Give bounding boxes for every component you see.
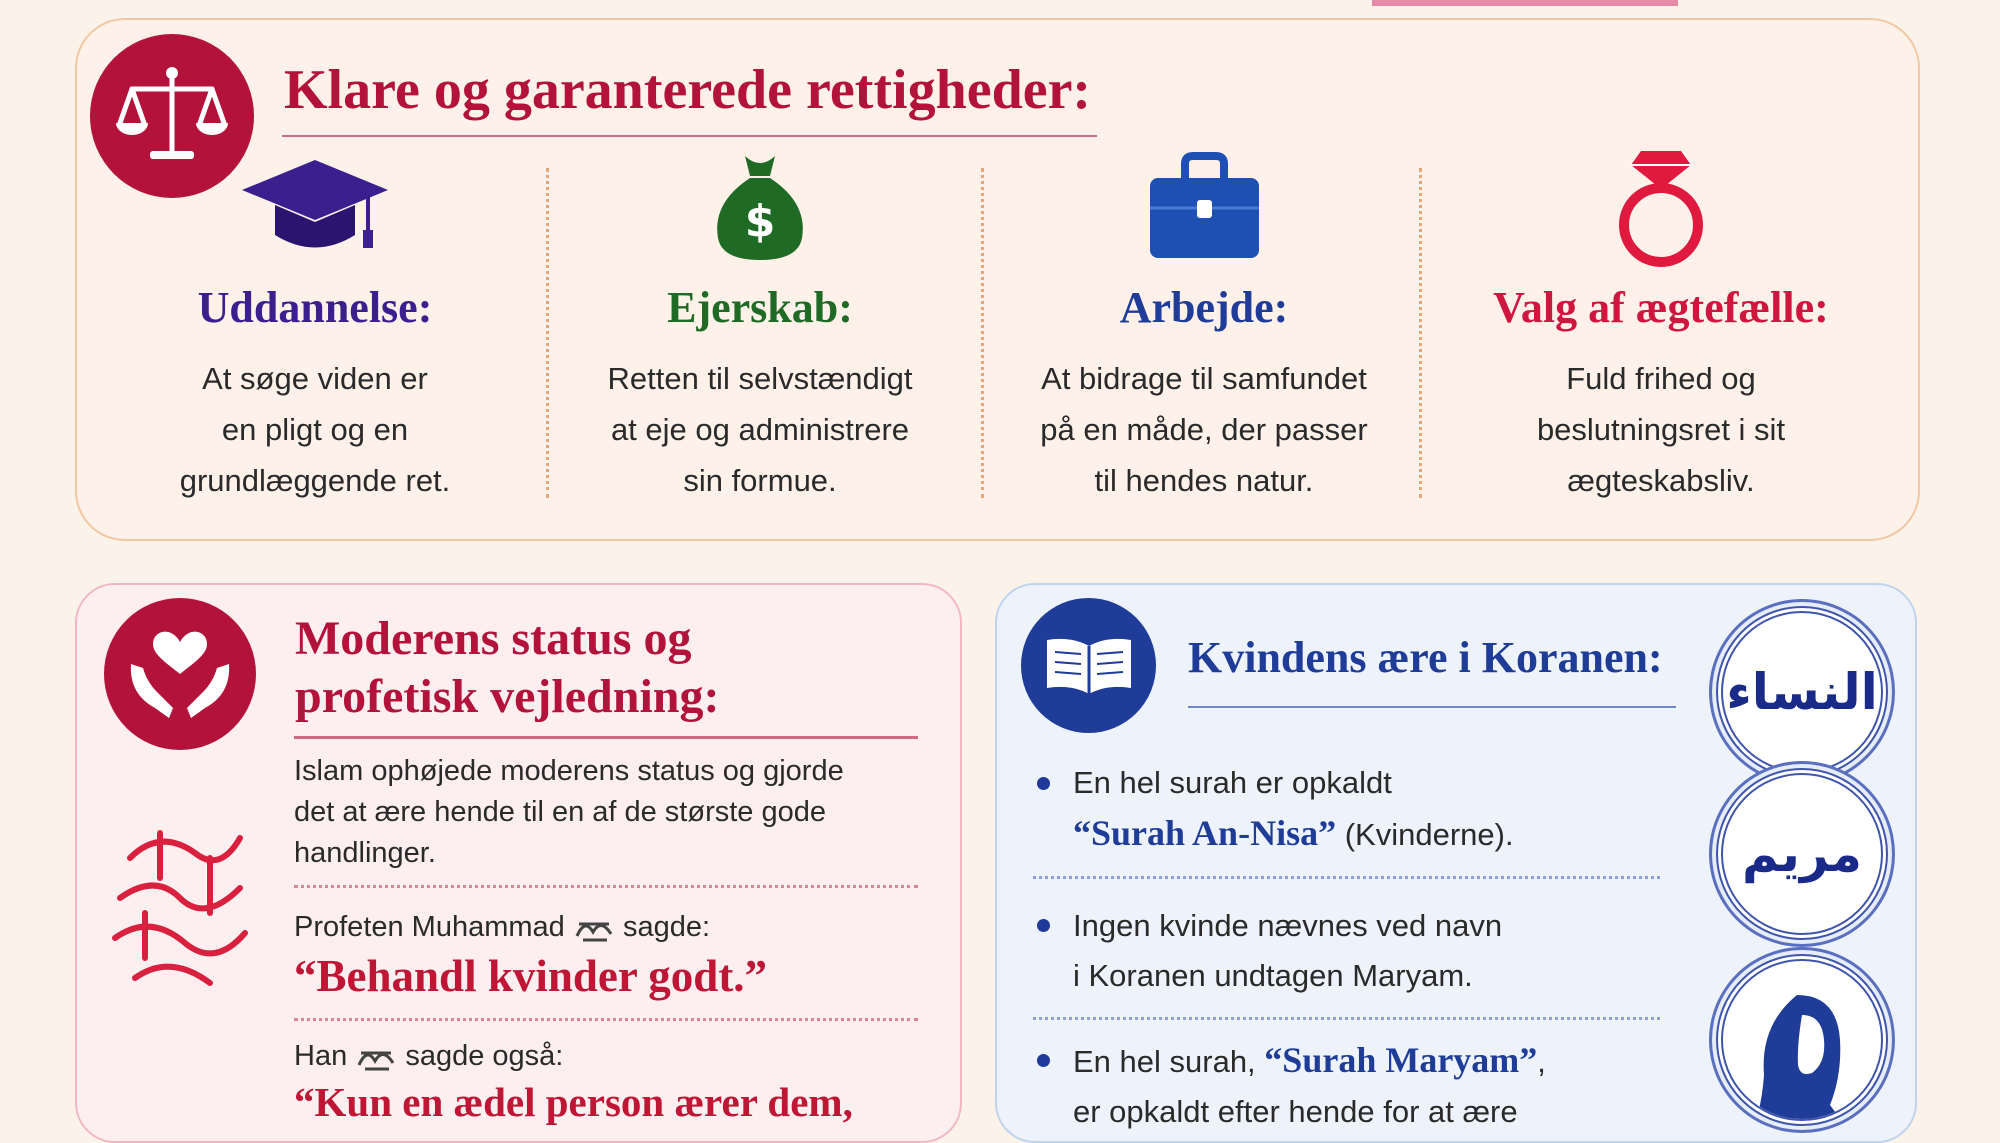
he-said-suffix: sagde også: bbox=[405, 1040, 564, 1072]
veiled-woman-silhouette-icon bbox=[1742, 985, 1862, 1126]
briefcase-icon bbox=[1147, 148, 1262, 263]
rights-title: Klare og garanterede rettigheder: bbox=[284, 59, 1092, 121]
work-text-line: til hendes natur. bbox=[1094, 463, 1314, 498]
mother-title-line: Moderens status og bbox=[295, 612, 692, 665]
rights-title-underline bbox=[282, 135, 1097, 137]
rights-column-education bbox=[95, 140, 535, 506]
quran-item-2 bbox=[1073, 901, 1502, 1001]
education-heading: Uddannelse: bbox=[197, 283, 433, 332]
hadith-quote-1: “Behandl kvinder godt.” bbox=[294, 951, 768, 1001]
salutation-glyph-icon bbox=[355, 1041, 397, 1073]
quran-dotted-divider bbox=[1033, 1017, 1660, 1020]
bullet-point bbox=[1037, 1054, 1050, 1067]
quran-dotted-divider bbox=[1033, 876, 1660, 879]
an-nisa-medallion bbox=[1716, 606, 1888, 778]
diamond-ring-icon bbox=[1611, 143, 1711, 268]
work-text-line: på en måde, der passer bbox=[1040, 412, 1368, 447]
ownership-text-line: at eje og administrere bbox=[610, 412, 910, 447]
ownership-text-line: sin formue. bbox=[683, 463, 837, 498]
maryam-arabic-text: مريم bbox=[1741, 825, 1863, 883]
rights-column-spouse-choice bbox=[1441, 140, 1881, 506]
surah-an-nisa-highlight: “Surah An-Nisa” bbox=[1073, 813, 1337, 853]
mother-intro-text bbox=[294, 751, 844, 874]
maryam-medallion bbox=[1716, 768, 1888, 940]
quran-item-text: , bbox=[1537, 1044, 1546, 1079]
spouse-choice-text-line: ægteskabsliv. bbox=[1567, 463, 1755, 498]
work-heading: Arbejde: bbox=[1119, 283, 1289, 332]
hadith-quote-2: “Kun en ædel person ærer dem, bbox=[294, 1079, 853, 1125]
education-text-line: At søge viden er bbox=[202, 361, 428, 396]
quran-item-1 bbox=[1073, 758, 1514, 860]
graduation-cap-icon bbox=[240, 150, 390, 260]
he-said-prefix: Han bbox=[294, 1040, 348, 1072]
spouse-choice-text-line: beslutningsret i sit bbox=[1536, 412, 1786, 447]
quran-title-underline bbox=[1188, 706, 1676, 708]
svg-text:$: $ bbox=[744, 195, 776, 247]
salutation-glyph-icon bbox=[573, 912, 615, 944]
prophet-said-prefix: Profeten Muhammad bbox=[294, 911, 565, 943]
an-nisa-arabic-text: النساء bbox=[1726, 663, 1878, 721]
column-divider bbox=[1419, 168, 1422, 498]
mother-dotted-divider bbox=[294, 885, 918, 888]
arabic-calligraphy-salutation bbox=[100, 818, 260, 1003]
quran-item-text: er opkaldt efter hende for at ære bbox=[1073, 1094, 1518, 1129]
mother-title-underline bbox=[294, 736, 918, 739]
prophet-said-line bbox=[294, 907, 710, 948]
mother-title bbox=[295, 610, 719, 726]
prophet-said-suffix: sagde: bbox=[622, 911, 711, 943]
mother-dotted-divider bbox=[294, 1018, 918, 1021]
bullet-point bbox=[1037, 919, 1050, 932]
education-text-line: en pligt og en bbox=[221, 412, 409, 447]
ownership-text-line: Retten til selvstændigt bbox=[607, 361, 913, 396]
book-badge bbox=[1021, 598, 1156, 733]
quran-item-text: En hel surah er opkaldt bbox=[1073, 765, 1392, 800]
mother-intro-line: Islam ophøjede moderens status og gjorde bbox=[294, 755, 844, 787]
quran-item-text: i Koranen undtagen Maryam. bbox=[1073, 958, 1473, 993]
open-book-icon bbox=[1041, 634, 1137, 698]
quran-item-text: (Kvinderne). bbox=[1344, 817, 1514, 852]
rights-column-work bbox=[984, 140, 1424, 506]
mother-title-line: profetisk vejledning: bbox=[295, 670, 720, 723]
spouse-choice-heading: Valg af ægtefælle: bbox=[1493, 283, 1829, 332]
heart-in-hands-icon bbox=[125, 624, 235, 724]
veiled-woman-medallion bbox=[1716, 954, 1888, 1126]
bullet-point bbox=[1037, 777, 1050, 790]
heart-hands-badge bbox=[104, 598, 256, 750]
quran-item-text: Ingen kvinde nævnes ved navn bbox=[1073, 908, 1503, 943]
spouse-choice-text-line: Fuld frihed og bbox=[1566, 361, 1756, 396]
quran-item-3 bbox=[1073, 1035, 1546, 1137]
mother-intro-line: handlinger. bbox=[294, 837, 436, 869]
surah-maryam-highlight: “Surah Maryam” bbox=[1264, 1040, 1538, 1080]
ownership-heading: Ejerskab: bbox=[667, 283, 853, 332]
rights-column-ownership bbox=[540, 140, 980, 506]
work-text-line: At bidrage til samfundet bbox=[1041, 361, 1367, 396]
quran-title: Kvindens ære i Koranen: bbox=[1188, 633, 1663, 682]
top-decorative-strip bbox=[1372, 0, 1678, 6]
he-also-said-line bbox=[294, 1036, 563, 1077]
quran-item-text: En hel surah, bbox=[1073, 1044, 1265, 1079]
mother-intro-line: det at ære hende til en af de største gode bbox=[294, 796, 826, 828]
education-text-line: grundlæggende ret. bbox=[179, 463, 451, 498]
money-bag-icon bbox=[710, 148, 810, 263]
